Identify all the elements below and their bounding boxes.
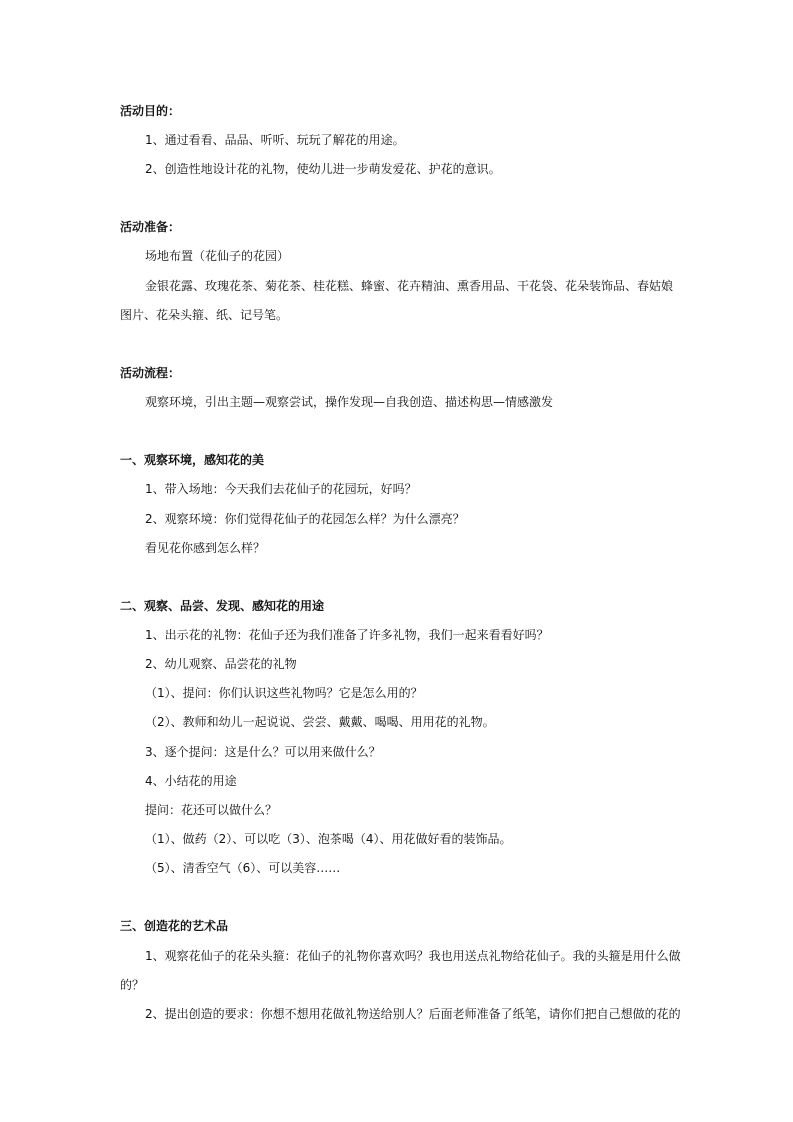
process-heading: 活动流程： [120,366,181,380]
prep-materials-line-2: 图片、花朵头箍、纸、记号笔。 [120,308,289,322]
prep-materials-line-1: 金银花露、玫瑰花茶、菊花茶、桂花糕、蜂蜜、花卉精油、熏香用品、干花袋、花朵装饰品、春姑娘 [145,279,674,293]
part2-item-3: （1）、提问：你们认识这些礼物吗？它是怎么用的？ [145,686,423,700]
part3-item-1-line-1: 1、观察花仙子的花朵头箍：花仙子的礼物你喜欢吗？我也用送点礼物给花仙子。我的头箍是用什么做 [145,949,681,963]
part2-item-7: 提问：花还可以做什么？ [145,803,278,817]
part3-heading: 三、创造花的艺术品 [120,919,229,933]
goal-item-1: 1、通过看看、品品、听听、玩玩了解花的用途。 [145,133,405,147]
prep-venue: 场地布置（花仙子的花园） [145,249,290,263]
part2-item-6: 4、小结花的用途 [145,774,237,788]
part2-item-2: 2、幼儿观察、品尝花的礼物 [145,657,297,671]
part3-item-2-line-1: 2、提出创造的要求：你想不想用花做礼物送给别人？后面老师准备了纸笔，请你们把自己想做的花的 [145,1007,681,1021]
process-summary: 观察环境，引出主题—观察尝试，操作发现—自我创造、描述构思—情感激发 [145,395,554,409]
part2-item-1: 1、出示花的礼物：花仙子还为我们准备了许多礼物，我们一起来看看好吗？ [145,628,549,642]
part1-item-1: 1、带入场地：今天我们去花仙子的花园玩，好吗？ [145,482,417,496]
goal-heading: 活动目的： [120,104,181,118]
part3-item-1-line-2: 的？ [120,978,145,992]
part2-item-8: （1）、做药（2）、可以吃（3）、泡茶喝（4）、用花做好看的装饰品。 [145,832,512,846]
part1-item-3: 看见花你感到怎么样？ [145,541,266,555]
part2-item-9: （5）、清香空气（6）、可以美容…… [145,861,341,875]
part2-item-4: （2）、教师和幼儿一起说说、尝尝、戴戴、喝喝、用用花的礼物。 [145,715,495,729]
part1-item-2: 2、观察环境：你们觉得花仙子的花园怎么样？为什么漂亮？ [145,512,465,526]
prep-heading: 活动准备： [120,220,181,234]
part1-heading: 一、观察环境，感知花的美 [120,453,265,467]
goal-item-2: 2、创造性地设计花的礼物，使幼儿进一步萌发爱花、护花的意识。 [145,162,501,176]
part2-item-5: 3、逐个提问：这是什么？可以用来做什么？ [145,745,381,759]
part2-heading: 二、观察、品尝、发现、感知花的用途 [120,599,325,613]
